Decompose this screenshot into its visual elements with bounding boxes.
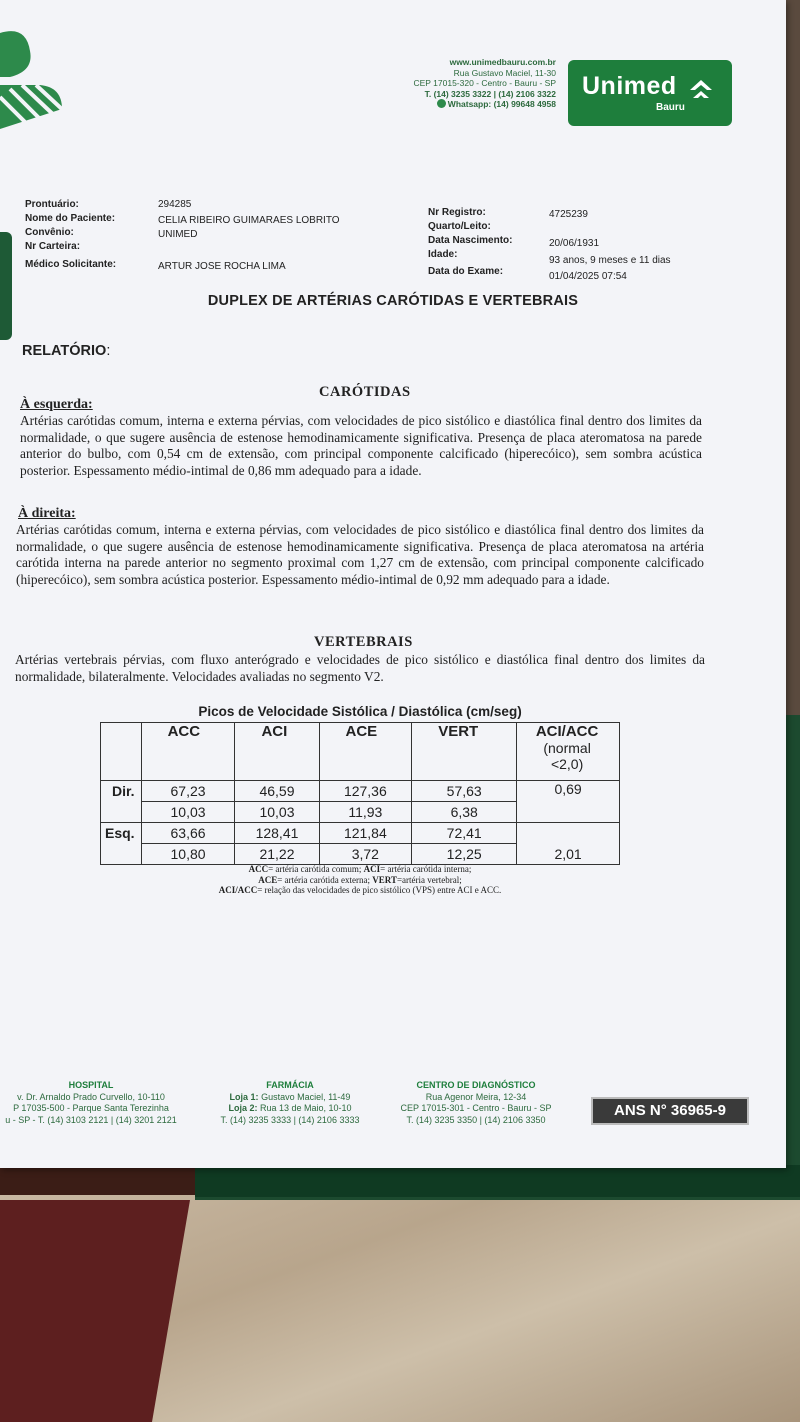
legend-acc: ACC	[248, 864, 269, 874]
table-row	[101, 781, 620, 802]
legend-aci: ACI	[363, 864, 381, 874]
table-header-ace: ACE	[319, 723, 412, 781]
ratio-header-text: ACI/ACC	[535, 723, 599, 740]
table-cell-dir-ratio: 0,69	[517, 781, 620, 802]
convenio-value: UNIMED	[158, 229, 198, 240]
ratio-header-sub2: <2,0)	[550, 756, 584, 772]
legend-line-3	[100, 885, 620, 896]
report-title: DUPLEX DE ARTÉRIAS CARÓTIDAS E VERTEBRAIS	[207, 293, 579, 309]
header-cep: CEP 17015-320 - Centro - Bauru - SP	[413, 78, 556, 88]
esquerda-text: Artérias carótidas comum, interna e externa pérvias, com velocidades de pico sistólico e diastólica final dentro dos limites da normalidade, o que sugere ausência de estenose hemodinamicamente significativa. Presença de placa ateromatosa na parede anterior do bulbo, com 0,54 cm de extensão, com principal componente calcificado (hiperecóico), sem sombra acústica posterior. Espessamento médio-intimal de 0,86 mm adequado para a idade.	[20, 413, 702, 478]
idade-value: 93 anos, 9 meses e 11 dias	[549, 255, 671, 266]
unimed-logo-mark-icon	[0, 25, 64, 129]
velocity-table	[100, 722, 620, 865]
footer-hospital-line3: u - SP - T. (14) 3103 2121 | (14) 3201 2121	[5, 1114, 177, 1125]
table-header-ratio	[517, 723, 620, 781]
loja2-label: Loja 2:	[228, 1103, 258, 1113]
row-label-esq: Esq.	[101, 823, 142, 844]
brand-city: Bauru	[656, 102, 685, 113]
vertebrais-text: Artérias vertebrais pérvias, com fluxo anterógrado e velocidades de pico sistólico e diastólica final dentro dos limites da normalidade, bilateralmente. Velocidades avaliadas no segmento V2.	[15, 652, 705, 684]
table-cell-esq-ratio: 2,01	[517, 844, 620, 865]
ans-badge: ANS N° 36965-9	[591, 1097, 749, 1125]
relatorio-heading: RELATÓRIO:	[22, 343, 111, 359]
carotidas-title: CARÓTIDAS	[319, 384, 411, 400]
table-header-vert: VERT	[412, 723, 517, 781]
legend-aci-desc: = artéria carótida interna;	[380, 864, 472, 874]
loja1-label: Loja 1:	[229, 1091, 259, 1102]
nascimento-label: Data Nascimento:	[428, 235, 513, 246]
unimed-tree-icon	[688, 78, 714, 100]
table-header-aci: ACI	[235, 723, 319, 781]
table-cell: 46,59	[235, 781, 319, 802]
footer-farmacia-title: FARMÁCIA	[266, 1080, 314, 1090]
row-label-dir: Dir.	[101, 781, 142, 802]
nascimento-value: 20/06/1931	[549, 238, 600, 249]
prontuario-value: 294285	[158, 199, 192, 210]
table-cell: 67,23	[141, 781, 235, 802]
relatorio-text: RELATÓRIO	[22, 343, 107, 359]
footer-farmacia-line3: T. (14) 3235 3333 | (14) 2106 3333	[220, 1114, 360, 1125]
medico-value: ARTUR JOSE ROCHA LIMA	[158, 261, 286, 272]
footer-hospital-line2: P 17035-500 - Parque Santa Terezinha	[13, 1103, 169, 1113]
table-empty-cell	[517, 823, 620, 844]
table-cell: 63,66	[141, 823, 235, 844]
header-phone: T. (14) 3235 3322 | (14) 2106 3322	[424, 88, 556, 99]
whatsapp-text: Whatsapp: (14) 99648 4958	[447, 99, 556, 109]
whatsapp-icon	[437, 99, 446, 108]
table-header-acc: ACC	[141, 723, 235, 781]
loja1-value: Gustavo Maciel, 11-49	[258, 1091, 351, 1102]
unimed-brand-box	[568, 60, 732, 126]
legend-acc-desc: = artéria carótida comum;	[268, 864, 364, 874]
ratio-header-sub1: (normal	[543, 740, 591, 756]
prontuario-label: Prontuário:	[25, 199, 79, 210]
table-cell: 10,03	[141, 802, 235, 823]
table-cell: 57,63	[412, 781, 517, 802]
footer-centro-line1: Rua Agenor Meira, 12-34	[425, 1091, 527, 1102]
carteira-label: Nr Carteira:	[25, 241, 81, 252]
idade-label: Idade:	[428, 249, 458, 260]
table-cell: 127,36	[319, 781, 412, 802]
direita-title: À direita:	[18, 506, 76, 521]
footer-centro	[388, 1080, 564, 1126]
legend-vert-desc: =artéria vertebral;	[396, 874, 462, 885]
convenio-label: Convênio:	[25, 227, 74, 238]
footer-hospital-title: HOSPITAL	[68, 1080, 114, 1090]
header-whatsapp	[413, 99, 556, 110]
footer-farmacia-line2	[205, 1103, 375, 1115]
legend-ratio-desc: = relação das velocidades de pico sistólico (VPS) entre ACI e ACC.	[257, 885, 502, 895]
table-cell: 21,22	[235, 844, 319, 865]
table-cell: 6,38	[412, 802, 517, 823]
legend-line-1	[100, 864, 620, 875]
footer-centro-line2: CEP 17015-301 - Centro - Bauru - SP	[400, 1103, 552, 1113]
nome-label: Nome do Paciente:	[25, 213, 116, 224]
header-address: Rua Gustavo Maciel, 11-30	[453, 67, 556, 78]
legend-vert: VERT	[372, 874, 397, 885]
table-cell: 121,84	[319, 823, 412, 844]
left-edge-tab	[0, 232, 12, 340]
background-green-folder-edge	[195, 1165, 800, 1197]
footer-centro-line3: T. (14) 3235 3350 | (14) 2106 3350	[406, 1114, 546, 1125]
registro-value: 4725239	[549, 209, 588, 220]
table-header-row	[101, 723, 620, 781]
exame-label: Data do Exame:	[428, 266, 504, 277]
footer-farmacia-line1	[205, 1092, 375, 1104]
legend-ace: ACE	[258, 874, 278, 885]
footer-centro-title: CENTRO DE DIAGNÓSTICO	[416, 1080, 536, 1090]
table-cell: 12,25	[412, 844, 517, 865]
table-cell: 11,93	[319, 802, 412, 823]
brand-name: Unimed	[582, 72, 677, 100]
table-cell: 128,41	[235, 823, 319, 844]
table-empty-cell	[517, 802, 620, 823]
registro-label: Nr Registro:	[428, 207, 486, 218]
table-row	[101, 802, 620, 823]
footer-farmacia	[205, 1080, 375, 1126]
table-cell: 10,03	[235, 802, 319, 823]
table-cell: 10,80	[141, 844, 235, 865]
vertebrais-title: VERTEBRAIS	[314, 634, 413, 650]
footer-hospital-line1: v. Dr. Arnaldo Prado Curvello, 10-110	[17, 1091, 165, 1102]
medico-label: Médico Solicitante:	[25, 259, 117, 270]
header-contact	[413, 57, 556, 110]
esquerda-title: À esquerda:	[20, 397, 93, 412]
nome-value: CELIA RIBEIRO GUIMARAES LOBRITO	[158, 215, 340, 226]
legend-ace-desc: = artéria carótida externa;	[277, 874, 373, 885]
table-empty-cell	[101, 802, 142, 823]
exame-value: 01/04/2025 07:54	[549, 271, 627, 282]
quarto-label: Quarto/Leito:	[428, 221, 491, 232]
velocity-table-title: Picos de Velocidade Sistólica / Diastólica (cm/seg)	[198, 704, 522, 719]
legend-line-2	[100, 875, 620, 886]
table-cell: 72,41	[412, 823, 517, 844]
table-empty-cell	[101, 844, 142, 865]
table-row	[101, 844, 620, 865]
table-cell: 3,72	[319, 844, 412, 865]
table-corner-cell	[101, 723, 142, 781]
table-legend	[100, 864, 620, 896]
header-url: www.unimedbauru.com.br	[449, 57, 556, 67]
table-row	[101, 823, 620, 844]
direita-text: Artérias carótidas comum, interna e externa pérvias, com velocidades de pico sistólico e diastólica final dentro dos limites da normalidade, o que sugere ausência de estenose hemodinamicamente significativa. Presença de placa ateromatosa na artéria carótida interna na parede anterior no segmento proximal com 1,27 cm de extensão, com principal componente calcificado (hiperecóico), sem sombra acústica posterior. Espessamento médio-intimal de 0,92 mm adequado para a idade.	[16, 522, 704, 587]
loja2-value: Rua 13 de Maio, 10-10	[257, 1103, 352, 1113]
footer-hospital	[0, 1080, 182, 1126]
legend-ratio: ACI/ACC	[218, 885, 258, 895]
